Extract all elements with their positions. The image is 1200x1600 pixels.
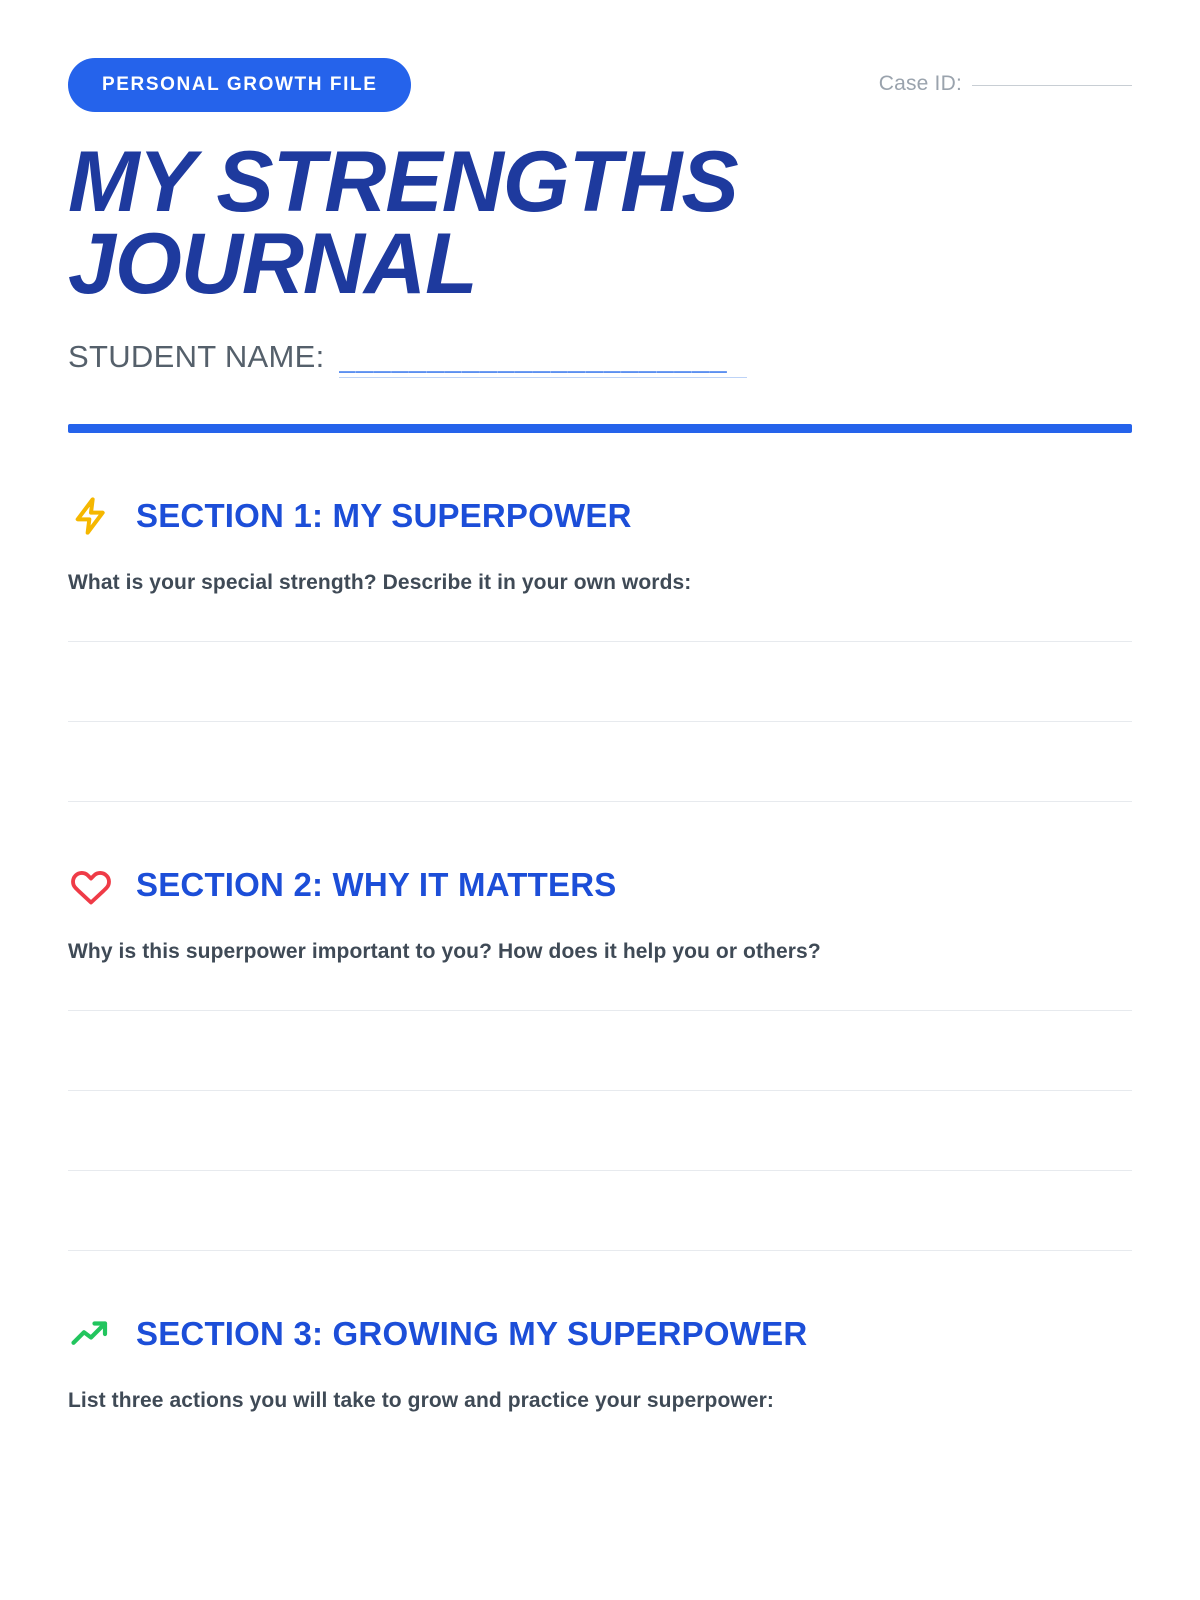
section-2-answer-lines[interactable] [68, 1010, 1132, 1251]
student-name-label: STUDENT NAME: [68, 339, 325, 375]
header [68, 0, 1132, 112]
section-3-title: SECTION 3: GROWING MY SUPERPOWER [136, 1315, 808, 1353]
section-1-header [68, 493, 1132, 539]
section-2-prompt: Why is this superpower important to you? How does it help you or others? [68, 940, 821, 964]
writing-line[interactable] [68, 721, 1132, 722]
personal-growth-file-badge: PERSONAL GROWTH FILE [68, 58, 411, 112]
section-2 [68, 862, 1132, 1251]
section-1 [68, 493, 1132, 802]
writing-line[interactable] [68, 1090, 1132, 1091]
student-name-input[interactable]: ______________________ [339, 341, 747, 378]
student-name-row [68, 339, 1132, 378]
writing-line[interactable] [68, 1250, 1132, 1251]
case-id-label: Case ID: [878, 72, 962, 95]
page-title: MY STRENGTHS JOURNAL [68, 134, 738, 312]
heart-icon [68, 862, 114, 908]
section-1-title: SECTION 1: MY SUPERPOWER [136, 497, 632, 535]
writing-line[interactable] [68, 801, 1132, 802]
section-1-prompt: What is your special strength? Describe it in your own words: [68, 571, 692, 595]
section-1-answer-lines[interactable] [68, 641, 1132, 802]
writing-line[interactable] [68, 1170, 1132, 1171]
case-id-field[interactable] [879, 58, 1132, 96]
header-divider [68, 424, 1132, 433]
writing-line[interactable] [68, 1010, 1132, 1011]
trending-up-icon [68, 1311, 114, 1357]
case-id-blank-line[interactable] [972, 85, 1132, 86]
lightning-bolt-icon [68, 493, 114, 539]
section-3-prompt: List three actions you will take to grow and practice your superpower: [68, 1389, 774, 1413]
section-2-title: SECTION 2: WHY IT MATTERS [136, 866, 617, 904]
writing-line[interactable] [68, 641, 1132, 642]
section-2-header [68, 862, 1132, 908]
section-3 [68, 1311, 1132, 1413]
section-3-header [68, 1311, 1132, 1357]
